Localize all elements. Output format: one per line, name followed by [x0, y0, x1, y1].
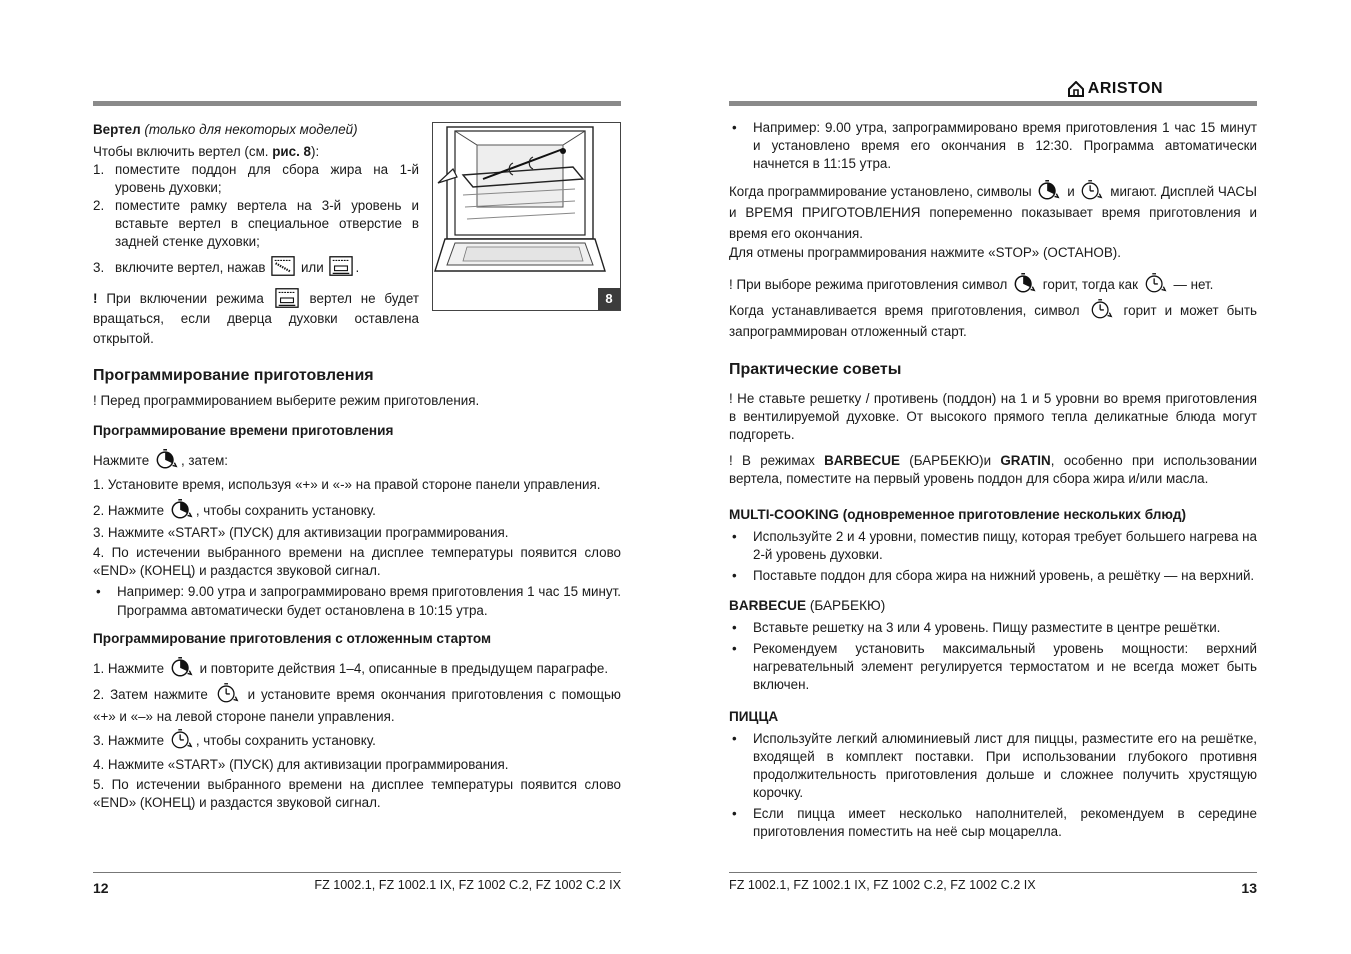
time-step-2 [93, 500, 621, 522]
step-text-end: , чтобы сохранить установку. [195, 733, 376, 748]
rotisserie-step-3 [93, 259, 419, 277]
end-time-icon [216, 682, 240, 704]
end-time-icon [1090, 298, 1114, 320]
end-time-icon [1080, 179, 1104, 201]
tip-text-end: , особенно при использовании вертела, поместите на первый уровень поддон для сбора жира и/или масла. [729, 453, 1257, 486]
barbecue-title [729, 597, 1257, 615]
end-time-icon [170, 728, 194, 750]
right-page [729, 0, 1257, 954]
figure-number: 8 [598, 288, 620, 310]
rotisserie-note: (только для некоторых моделей) [144, 122, 358, 137]
delayed-step-4: 4. Нажмите «START» (ПУСК) для активизации программирования. [93, 757, 509, 772]
rotisserie-intro [93, 143, 419, 161]
symbol-note-1 [729, 274, 1257, 296]
model-list: FZ 1002.1, FZ 1002.1 IX, FZ 1002 C.2, FZ 1002 C.2 IX [729, 878, 1036, 892]
multi-cooking-title: MULTI-COOKING (одновременное приготовление нескольких блюд) [729, 507, 1186, 522]
warning-text-2: вертел не будет вращаться, если дверца духовки оставлена открытой. [93, 291, 419, 347]
step-text: 2. Затем нажмите [93, 687, 208, 702]
step-number: 2. [93, 198, 105, 213]
example-text: Например: 9.00 утра и запрограммировано время приготовления 1 час 15 минут. Программа автоматически будет остановлена в 10:15 утра. [117, 584, 621, 618]
page-number: 12 [93, 880, 109, 896]
step-end: . [355, 260, 360, 275]
rotisserie-heading [93, 121, 419, 139]
blink-text: Когда программирование установлено, символы [729, 184, 1032, 199]
programming-section [93, 366, 621, 812]
note-text-mid: горит, тогда как [1042, 277, 1138, 292]
delayed-step-3 [93, 730, 621, 752]
cooking-duration-icon [1013, 272, 1037, 294]
multi-item-1 [729, 528, 1257, 564]
cooking-duration-icon [170, 656, 194, 678]
delayed-example [729, 119, 1257, 173]
symbol-note-2 [729, 300, 1257, 342]
rotisserie-section [93, 121, 419, 349]
example-text: Например: 9.00 утра, запрограммировано время приготовления 1 час 15 минут и установлено время его окончания в 12:30. Программа автоматически начнется в 11:15 утра. [753, 120, 1257, 171]
house-logo-icon [1068, 81, 1084, 97]
grill-tray-icon [329, 255, 353, 277]
blink-text-2: мигают. Дисплей ЧАСЫ и ВРЕМЯ ПРИГОТОВЛЕНИЯ попеременно показывает время приготовления и время его окончания. [729, 184, 1257, 241]
model-list: FZ 1002.1, FZ 1002.1 IX, FZ 1002 C.2, FZ 1002 C.2 IX [314, 878, 621, 892]
step-number: 1. [93, 162, 105, 177]
step-text-end: , чтобы сохранить установку. [195, 503, 376, 518]
rotisserie-step-1 [93, 161, 419, 197]
intro-text: Чтобы включить вертел (см. [93, 144, 273, 159]
cancel-note: Для отмены программирования нажмите «STOP» (ОСТАНОВ). [729, 245, 1121, 260]
footer-rule [93, 872, 621, 873]
step-text-end: и повторите действия 1–4, описанные в предыдущем параграфе. [199, 661, 609, 676]
item-text: Если пицца имеет несколько наполнителей, рекомендуем в середине приготовления поместить на неё сыр моцарелла. [753, 806, 1257, 839]
note-text: ! При выборе режима приготовления символ [729, 277, 1008, 292]
note-text-end: горит и может быть запрограммирован отложенный старт. [729, 303, 1257, 339]
item-text: Используйте легкий алюминиевый лист для пиццы, разместите его на решётке, входящей в комплект поставки. При использовании глубокого противня продолжительность приготовления дольше и сложнее получить хрустящую корочку. [753, 731, 1257, 800]
time-press [93, 450, 621, 472]
oven-rotisserie-figure [432, 122, 621, 311]
time-programming-title: Программирование времени приготовления [93, 423, 394, 438]
end-time-icon [1144, 272, 1168, 294]
step-text: 1. Нажмите [93, 661, 165, 676]
grill-rotisserie-icon [271, 255, 295, 277]
tip-text-mid: (БАРБЕКЮ)и [909, 453, 992, 468]
pizza-title: ПИЦЦА [729, 709, 779, 724]
rotisserie-step-2 [93, 197, 419, 251]
note-text: Когда устанавливается время приготовления, символ [729, 303, 1080, 318]
top-rule [729, 101, 1257, 106]
footer-rule [729, 872, 1257, 873]
ariston-logo [1068, 80, 1163, 98]
programming-note: ! Перед программированием выберите режим приготовления. [93, 393, 480, 408]
figure-ref: рис. 8 [272, 144, 311, 159]
step-text: поместите рамку вертела на 3-й уровень и вставьте вертел в специальное отверстие в задней стенке духовки; [115, 198, 419, 249]
press-text-end: , затем: [180, 453, 229, 468]
cooking-duration-icon [1037, 179, 1061, 201]
rotisserie-warning [93, 289, 419, 349]
time-step-3: 3. Нажмите «START» (ПУСК) для активизации программирования. [93, 525, 509, 540]
programming-title: Программирование приготовления [93, 367, 374, 384]
barbecue-title-bold: BARBECUE [729, 598, 807, 613]
step-or: или [300, 260, 324, 275]
time-example [93, 582, 621, 620]
blink-and: и [1067, 184, 1075, 199]
delayed-step-2 [93, 684, 621, 728]
multi-item-2 [729, 567, 1257, 585]
brand-name: ARISTON [1087, 80, 1163, 97]
oven-illustration [433, 123, 620, 310]
cooking-duration-icon [170, 498, 194, 520]
pizza-item-2 [729, 805, 1257, 841]
tip-text: ! В режимах [729, 453, 815, 468]
item-text: Рекомендуем установить максимальный уровень мощности: верхний нагревательный элемент регулируется термостатом и не всегда может быть включен. [753, 641, 1257, 692]
warning-mark: ! [93, 291, 98, 307]
note-text-end: — нет. [1173, 277, 1214, 292]
right-content [729, 119, 1257, 841]
step-text: 3. Нажмите [93, 733, 165, 748]
item-text: Поставьте поддон для сбора жира на нижний уровень, а решётку — на верхний. [753, 568, 1255, 583]
bbq-item-1 [729, 619, 1257, 637]
item-text: Вставьте решетку на 3 или 4 уровень. Пищу разместите в центре решётки. [753, 620, 1221, 635]
delayed-step-1 [93, 658, 621, 680]
cooking-duration-icon [155, 448, 179, 470]
step-text: поместите поддон для сбора жира на 1-й уровень духовки; [115, 162, 419, 195]
delayed-step-5: 5. По истечении выбранного времени на дисплее температуры появится слово «END» (КОНЕЦ) и раздастся звуковой сигнал. [93, 777, 621, 810]
step-text: 2. Нажмите [93, 503, 165, 518]
pizza-item-1 [729, 730, 1257, 802]
step-text-end: и установите время окончания приготовления с помощью «+» и «–» на левой стороне панели управления. [93, 687, 621, 724]
warning-text: При включении режима [106, 291, 264, 307]
grill-tray-icon [275, 287, 299, 309]
left-page [93, 0, 621, 954]
step-number: 3. [93, 260, 105, 275]
time-step-1: 1. Установите время, используя «+» и «-» на правой стороне панели управления. [93, 477, 601, 492]
top-rule [93, 101, 621, 106]
tip-2 [729, 452, 1257, 488]
tips-title: Практические советы [729, 361, 902, 378]
mode-gratin: GRATIN [1000, 453, 1051, 468]
delayed-start-title: Программирование приготовления с отложенным стартом [93, 631, 491, 646]
mode-barbecue: BARBECUE [824, 453, 900, 468]
press-text: Нажмите [93, 453, 150, 468]
step-text: включите вертел, нажав [115, 260, 266, 275]
rotisserie-title: Вертел [93, 122, 141, 137]
tip-1: ! Не ставьте решетку / противень (поддон) на 1 и 5 уровни во время приготовления в вентилируемой духовке. От высокого прямого тепла деликатные блюда могут подгореть. [729, 391, 1257, 442]
item-text: Используйте 2 и 4 уровни, поместив пищу, которая требует большего нагрева на 2-й уровень духовки. [753, 529, 1257, 562]
intro-end: ): [310, 144, 320, 159]
barbecue-title-normal: (БАРБЕКЮ) [809, 598, 886, 613]
time-step-4: 4. По истечении выбранного времени на дисплее температуры появится слово «END» (КОНЕЦ) и раздастся звуковой сигнал. [93, 545, 621, 578]
bbq-item-2 [729, 640, 1257, 694]
blink-note [729, 181, 1257, 244]
page-number: 13 [1241, 880, 1257, 896]
